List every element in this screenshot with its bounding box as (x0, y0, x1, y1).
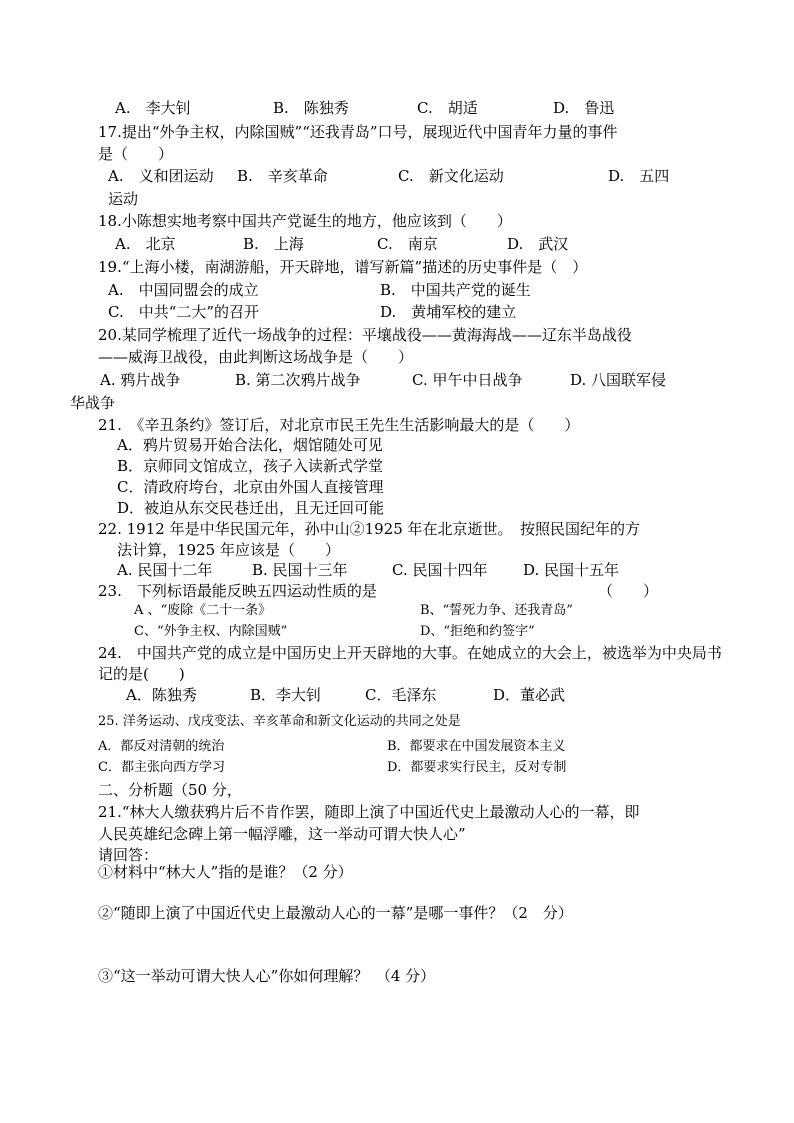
q25-option-b: B．都要求在中国发展资本主义 (387, 739, 566, 754)
q20-stem-line1: 20.某同学梳理了近代一场战争的过程：平壤战役——黄海海战——辽东半岛战役 (98, 326, 632, 344)
q18-option-b: B. 上海 (243, 235, 304, 253)
q20-option-b: B. 第二次鸦片战争 (235, 371, 361, 389)
q23-answer-paren: （ ） (598, 582, 659, 600)
q19-option-c: C. 中共“二大”的召开 (108, 303, 260, 321)
q17-stem-line2: 是（ ） (98, 145, 174, 163)
q22-stem-line2: 法计算，1925 年应该是（ ） (117, 541, 340, 559)
analysis-subquestion-1: ①材料中“林大人”指的是谁？（2 分） (98, 863, 353, 881)
analysis-subquestion-2: ②“随即上演了中国近代史上最激动人心的一幕”是哪一事件？（2 分） (98, 904, 573, 922)
q23-option-a: A 、“废除《二十一条》 (134, 603, 272, 618)
q17-option-b: B. 辛亥革命 (237, 167, 328, 185)
q18-option-d: D. 武汉 (507, 235, 569, 253)
q20-option-d-cont: 华战争 (70, 394, 116, 412)
q19-option-d: D. 黄埔军校的建立 (380, 303, 517, 321)
q22-stem-line1: 22. 1912 年是中华民国元年，孙中山②1925 年在北京逝世。 按照民国纪年的方 (98, 520, 641, 538)
analysis-prompt: 请回答： (98, 846, 159, 864)
q22-option-c: C. 民国十四年 (392, 561, 488, 579)
q16-option-a: A. 李大钊 (115, 99, 191, 117)
q22-option-a: A. 民国十二年 (117, 561, 213, 579)
analysis-subquestion-3: ③“这一举动可谓大快人心”你如何理解？ （4 分） (98, 967, 436, 985)
q23-option-b: B、“誓死力争、还我青岛” (420, 603, 573, 618)
q18-option-a: A. 北京 (115, 235, 176, 253)
q25-option-d: D．都要求实行民主，反对专制 (387, 760, 567, 775)
q19-option-b: B. 中国共产党的诞生 (380, 281, 531, 299)
q23-option-c: C、“外争主权、内除国贼” (134, 624, 288, 639)
q23-option-d: D、“拒绝和约签字” (420, 624, 535, 639)
q17-option-c: C. 新文化运动 (398, 167, 504, 185)
q24-stem-line1: 24. 中国共产党的成立是中国历史上开天辟地的大事。在她成立的大会上，被选举为中央局书 (98, 644, 722, 662)
section2-title: 二、分析题（50 分， (98, 781, 242, 799)
analysis-question-stem-line1: 21.“林大人缴获鸦片后不肯作罢，随即上演了中国近代史上最激动人心的一幕，即 (98, 803, 640, 821)
q17-option-d-cont: 运动 (108, 190, 139, 208)
q19-option-a: A. 中国同盟会的成立 (108, 281, 259, 299)
q24-stem-line2: 记的是( ) (98, 665, 185, 683)
q18-option-c: C. 南京 (377, 235, 438, 253)
q16-option-b: B. 陈独秀 (273, 99, 349, 117)
q22-option-d: D. 民国十五年 (523, 561, 620, 579)
q25-stem: 25. 洋务运动、戊戌变法、辛亥革命和新文化运动的共同之处是 (98, 714, 461, 729)
q23-stem: 23. 下列标语最能反映五四运动性质的是 (98, 582, 377, 600)
q20-option-d: D. 八国联军侵 (570, 371, 667, 389)
q21-option-a: A．鸦片贸易开始合法化，烟馆随处可见 (117, 436, 383, 454)
q17-option-a: A. 义和团运动 (108, 167, 214, 185)
q16-option-d: D. 鲁迅 (553, 99, 615, 117)
q25-option-c: C．都主张向西方学习 (98, 760, 225, 775)
q22-option-b: B. 民国十三年 (252, 561, 348, 579)
q24-option-a: A．陈独秀 (126, 686, 197, 704)
q16-option-c: C. 胡适 (417, 99, 478, 117)
q25-option-a: A．都反对清朝的统治 (98, 739, 225, 754)
q17-stem-line1: 17.提出“外争主权，内除国贼”“还我青岛”口号，展现近代中国青年力量的事件 (98, 123, 618, 141)
q21-option-d: D．被迫从东交民巷迁出，且无迁回可能 (117, 499, 385, 517)
q24-option-b: B．李大钊 (250, 686, 322, 704)
analysis-question-stem-line2: 人民英雄纪念碑上第一幅浮雕，这一举动可谓大快人心” (98, 825, 466, 843)
q18-stem: 18.小陈想实地考察中国共产党诞生的地方，他应该到（ ） (98, 212, 512, 230)
q21-stem: 21. 《辛丑条约》签订后，对北京市民王先生生活影响最大的是（ ） (98, 416, 580, 434)
q20-option-a: A. 鸦片战争 (100, 371, 181, 389)
q20-stem-line2: ——威海卫战役，由此判断这场战争是（ ） (98, 348, 414, 366)
q24-option-d: D．董必武 (493, 686, 566, 704)
q20-option-c: C. 甲午中日战争 (412, 371, 523, 389)
q21-option-c: C．清政府垮台，北京由外国人直接管理 (117, 478, 384, 496)
q17-option-d: D. 五四 (608, 167, 670, 185)
q21-option-b: B．京师同文馆成立，孩子入读新式学堂 (117, 457, 384, 475)
q24-option-c: C．毛泽东 (365, 686, 437, 704)
q19-stem: 19.“上海小楼，南湖游船，开天辟地，谱写新篇”描述的历史事件是（ ） (98, 258, 588, 276)
